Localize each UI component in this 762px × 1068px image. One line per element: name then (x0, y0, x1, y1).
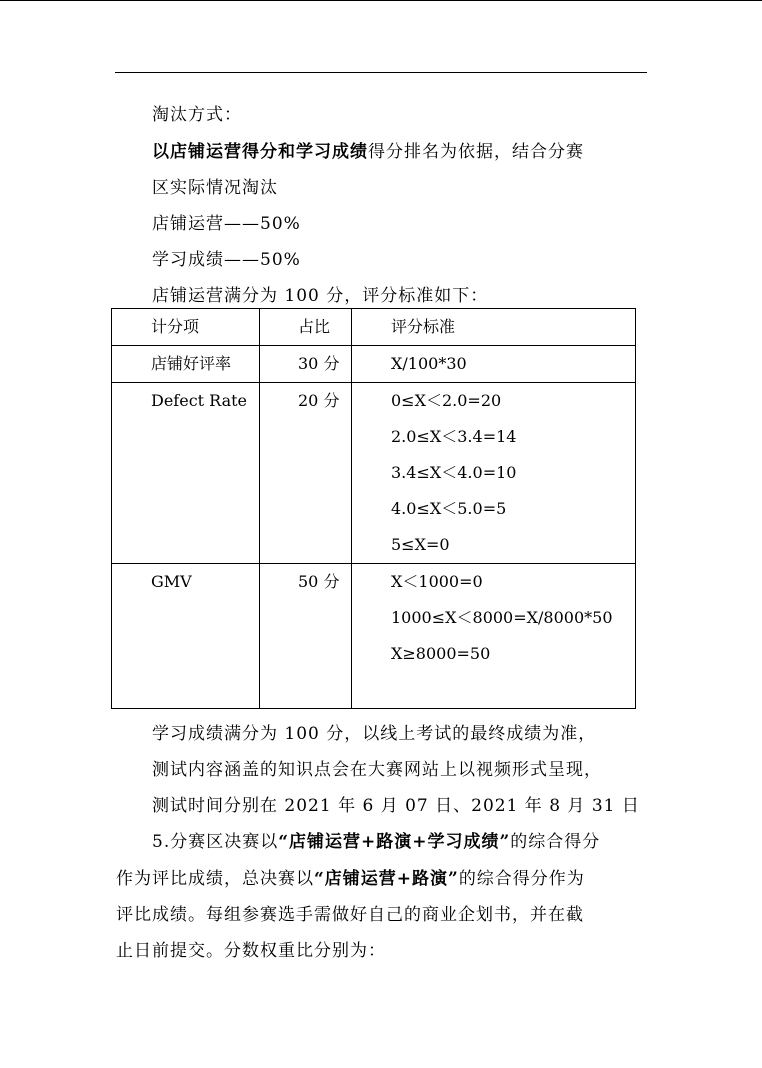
row-item: GMV (112, 564, 260, 709)
weight-study: 学习成绩——50% (152, 250, 301, 270)
table-header-row (112, 309, 636, 346)
study-line3: 测试时间分别在 2021 年 6 月 07 日、2021 年 8 月 31 日 (152, 796, 640, 816)
row-ratio: 30 分 (260, 346, 352, 383)
table-row (112, 564, 636, 709)
header-ratio: 占比 (260, 309, 352, 346)
paragraph5-bold-1: “店铺运营+路演+学习成绩” (278, 832, 511, 852)
header-criteria: 评分标准 (352, 309, 636, 346)
weight-shop: 店铺运营——50% (152, 214, 301, 234)
study-line1: 学习成绩满分为 100 分，以线上考试的最终成绩为准， (152, 724, 597, 744)
elimination-basis-line1 (152, 140, 584, 164)
page-top-border (0, 0, 762, 1)
row-item: 店铺好评率 (112, 346, 260, 383)
row-ratio: 20 分 (260, 383, 352, 564)
row-ratio: 50 分 (260, 564, 352, 709)
shop-full-score: 店铺运营满分为 100 分，评分标准如下： (152, 286, 489, 306)
elimination-title: 淘汰方式： (152, 105, 242, 125)
row-criteria: X/100*30 (352, 346, 636, 383)
paragraph5-bold-2: “店铺运营+路演” (314, 869, 459, 889)
header-item: 计分项 (112, 309, 260, 346)
row-item: Defect Rate (112, 383, 260, 564)
scoring-table (111, 308, 636, 709)
elimination-basis-line2: 区实际情况淘汰 (152, 178, 278, 198)
paragraph5-line3: 评比成绩。每组参赛选手需做好自己的商业企划书，并在截 (116, 905, 584, 925)
row-criteria: X＜1000=0 1000≤X＜8000=X/8000*50 X≥8000=50 (352, 564, 636, 709)
row-criteria: 0≤X＜2.0=20 2.0≤X＜3.4=14 3.4≤X＜4.0=10 4.0≤X＜5.0=5 5≤X=0 (352, 383, 636, 564)
paragraph5-line2: 作为评比成绩，总决赛以“店铺运营+路演”的综合得分作为 (116, 869, 585, 889)
table-row (112, 346, 636, 383)
study-line2: 测试内容涵盖的知识点会在大赛网站上以视频形式呈现， (152, 760, 602, 780)
elimination-basis-rest: 得分排名为依据，结合分赛 (368, 142, 584, 162)
elimination-basis-bold: 以店铺运营得分和学习成绩 (152, 142, 368, 162)
table-row (112, 383, 636, 564)
header-rule (115, 72, 647, 73)
paragraph5-line1: 5.分赛区决赛以“店铺运营+路演+学习成绩”的综合得分 (152, 832, 601, 852)
paragraph5-line4: 止日前提交。分数权重比分别为： (116, 941, 386, 961)
